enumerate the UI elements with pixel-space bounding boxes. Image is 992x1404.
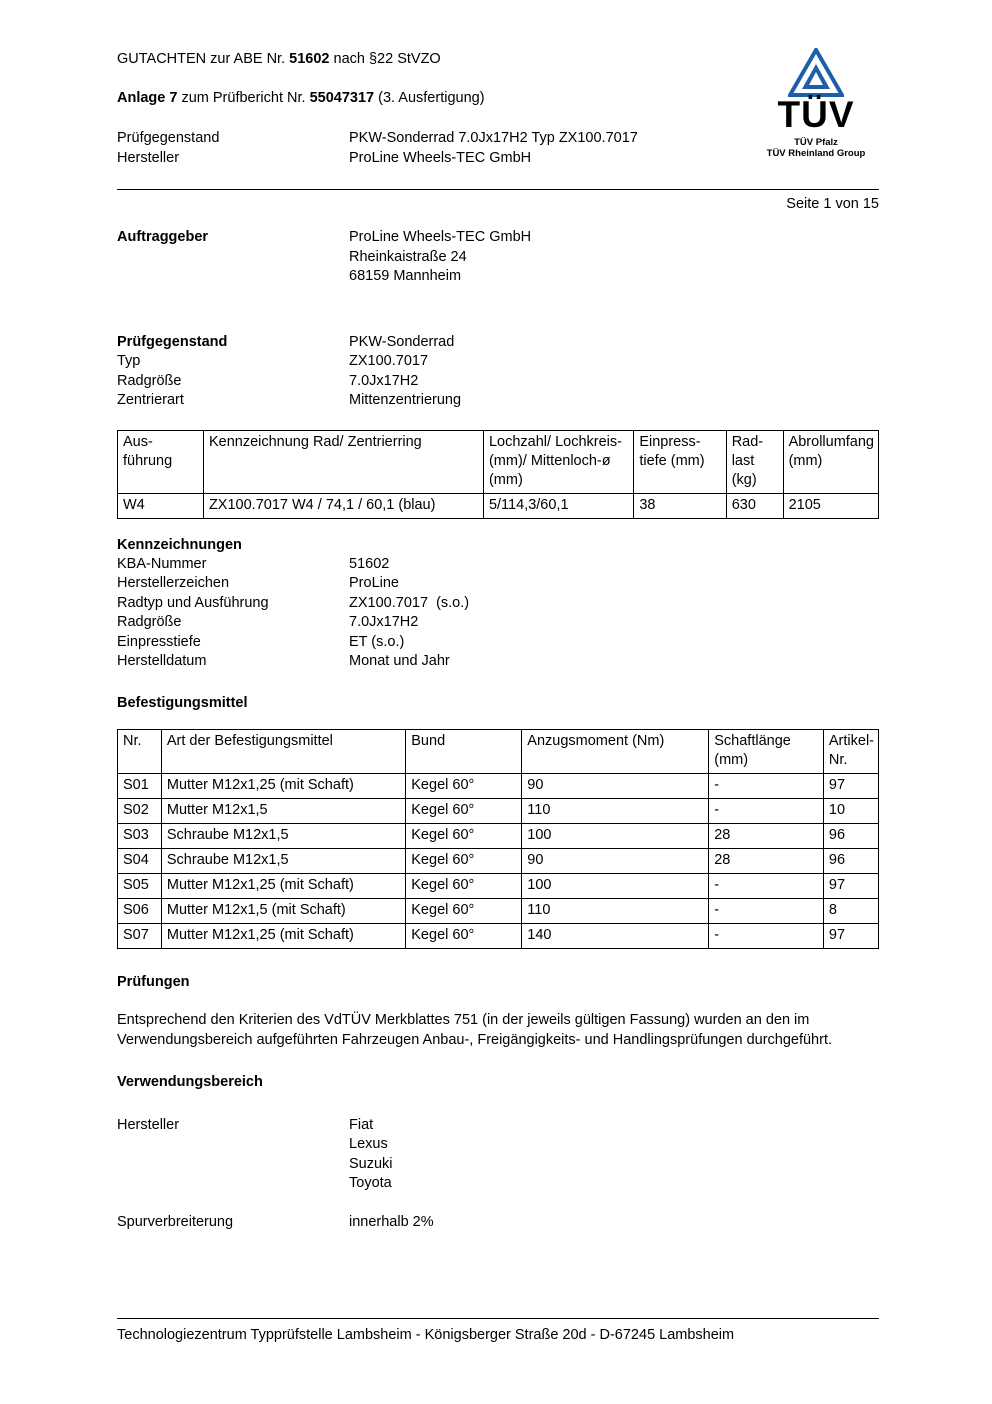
pruefgegenstand-row: [117, 372, 879, 392]
table-header-cell: Abrollumfang (mm): [783, 430, 878, 493]
table-header-row: [118, 430, 879, 493]
footer-address: Technologiezentrum Typprüfstelle Lambsheim - Königsberger Straße 20d - D-67245 Lambsheim: [117, 1327, 735, 1343]
typ-label: Typ: [117, 353, 141, 369]
herstelldatum-label: Herstelldatum: [117, 653, 207, 669]
table-cell: 90: [522, 773, 709, 798]
radgroesse-kenn-value: 7.0Jx17H2: [349, 614, 419, 630]
table-cell: 630: [726, 493, 783, 518]
auftraggeber-line: Rheinkaistraße 24: [349, 248, 467, 265]
table-cell: S07: [118, 923, 162, 948]
table-cell: 28: [709, 848, 824, 873]
table-cell: ZX100.7017 W4 / 74,1 / 60,1 (blau): [203, 493, 483, 518]
tuv-sub-line2: TÜV Rheinland Group: [766, 148, 866, 159]
kennzeichnungen-heading: Kennzeichnungen: [117, 536, 242, 553]
table-cell: 140: [522, 923, 709, 948]
abe-number: 51602: [289, 51, 330, 67]
table-row: [118, 898, 879, 923]
auftraggeber-line: 68159 Mannheim: [349, 268, 462, 284]
table-row: [118, 848, 879, 873]
zentrierart-label: Zentrierart: [117, 392, 184, 408]
list-item: Lexus: [349, 1136, 388, 1152]
header-hersteller-label: Hersteller: [117, 149, 180, 166]
verwendungsbereich-hersteller-label: Hersteller: [117, 1116, 180, 1133]
table-cell: S03: [118, 823, 162, 848]
einpresstiefe-value: ET (s.o.): [349, 633, 405, 650]
kennzeichnungen-block: [117, 555, 879, 672]
list-item: Toyota: [349, 1175, 392, 1191]
pruefgegenstand-value: PKW-Sonderrad: [349, 333, 455, 350]
auftraggeber-label: Auftraggeber: [117, 229, 209, 245]
table-cell: Kegel 60°: [406, 873, 522, 898]
header-pruefgegenstand-row: [117, 129, 879, 149]
tuv-sub-line1: TÜV Pfalz: [794, 137, 838, 148]
table-cell: 10: [823, 798, 878, 823]
title-prefix: GUTACHTEN zur ABE Nr.: [117, 51, 290, 67]
table-row: [118, 823, 879, 848]
radtyp-label: Radtyp und Ausführung: [117, 594, 269, 611]
table-cell: 110: [522, 898, 709, 923]
table-row: [118, 493, 879, 518]
herstellerzeichen-label: Herstellerzeichen: [117, 575, 230, 591]
table-header-cell: Art der Befestigungsmittel: [161, 729, 405, 773]
table-cell: Kegel 60°: [406, 773, 522, 798]
table-cell: -: [709, 898, 824, 923]
pruefgegenstand-row: [117, 391, 879, 411]
table-cell: Kegel 60°: [406, 798, 522, 823]
table-cell: 96: [823, 848, 878, 873]
table-cell: 2105: [783, 493, 878, 518]
table-cell: 110: [522, 798, 709, 823]
spurverbreiterung-label: Spurverbreiterung: [117, 1213, 234, 1230]
verwendungsbereich-heading: Verwendungsbereich: [117, 1073, 263, 1090]
befestigungsmittel-table: [117, 729, 879, 949]
header-hersteller-row: [117, 149, 879, 169]
table-header-cell: Einpress- tiefe (mm): [634, 430, 726, 493]
table-cell: 100: [522, 823, 709, 848]
verwendungsbereich-hersteller-list: [349, 1116, 879, 1194]
verwendungsbereich-hersteller-row: [117, 1116, 879, 1194]
table-cell: Kegel 60°: [406, 898, 522, 923]
kennzeichnungen-row: [117, 613, 879, 633]
table-header-cell: Schaftlänge (mm): [709, 729, 824, 773]
zentrierart-value: Mittenzentrierung: [349, 392, 462, 408]
pruefungen-heading: Prüfungen: [117, 973, 190, 990]
kennzeichnungen-row: [117, 574, 879, 594]
auftraggeber-line: ProLine Wheels-TEC GmbH: [349, 229, 532, 245]
spurverbreiterung-row: [117, 1213, 879, 1233]
header-pruefgegenstand-value: PKW-Sonderrad 7.0Jx17H2 Typ ZX100.7017: [349, 130, 638, 146]
kba-nummer-label: KBA-Nummer: [117, 555, 207, 572]
table-header-cell: Bund: [406, 729, 522, 773]
table-cell: 100: [522, 873, 709, 898]
table-cell: W4: [118, 493, 204, 518]
kba-nummer-value: 51602: [349, 555, 390, 572]
table-header-cell: Kennzeichnung Rad/ Zentrierring: [203, 430, 483, 493]
pruefgegenstand-label: Prüfgegenstand: [117, 333, 228, 350]
table-cell: S05: [118, 873, 162, 898]
auftraggeber-address: [349, 228, 879, 287]
table-cell: Kegel 60°: [406, 823, 522, 848]
table-cell: Mutter M12x1,25 (mit Schaft): [161, 773, 405, 798]
table-cell: S06: [118, 898, 162, 923]
table-cell: -: [709, 923, 824, 948]
table-header-cell: Aus- führung: [118, 430, 204, 493]
table-header-cell: Nr.: [118, 729, 162, 773]
pruefgegenstand-row: [117, 333, 879, 353]
anlage-label: Anlage 7: [117, 90, 178, 106]
table-cell: Kegel 60°: [406, 848, 522, 873]
header-pruefgegenstand-label: Prüfgegenstand: [117, 130, 220, 146]
table-cell: Kegel 60°: [406, 923, 522, 948]
table-cell: 8: [823, 898, 878, 923]
table-cell: 5/114,3/60,1: [483, 493, 633, 518]
kennzeichnungen-row: [117, 555, 879, 575]
table-cell: -: [709, 873, 824, 898]
table-cell: Mutter M12x1,25 (mit Schaft): [161, 923, 405, 948]
radtyp-value: ZX100.7017 (s.o.): [349, 594, 470, 611]
anlage-mid: zum Prüfbericht Nr.: [177, 90, 310, 106]
table-cell: 28: [709, 823, 824, 848]
table-cell: S02: [118, 798, 162, 823]
table-cell: 38: [634, 493, 726, 518]
table-row: [118, 773, 879, 798]
pruefbericht-number: 55047317: [309, 90, 375, 106]
typ-value: ZX100.7017: [349, 353, 429, 369]
radgroesse-kenn-label: Radgröße: [117, 614, 182, 630]
list-item: Suzuki: [349, 1155, 393, 1172]
table-header-cell: Artikel-Nr.: [823, 729, 878, 773]
anlage-suffix: (3. Ausfertigung): [374, 90, 485, 106]
table-cell: S01: [118, 773, 162, 798]
table-row: [118, 923, 879, 948]
table-header-cell: Lochzahl/ Lochkreis- (mm)/ Mittenloch-ø (mm): [483, 430, 633, 493]
pruefungen-text: Entsprechend den Kriterien des VdTÜV Merkblattes 751 (in der jeweils gültigen Fassung) wurden an den im Verwendungsbereich aufgeführten Fahrzeugen Anbau-, Freigängigkeits- und Handlingsprüfungen durchgeführt.: [117, 1011, 833, 1048]
anlage-line: [117, 89, 879, 108]
table-cell: Mutter M12x1,5: [161, 798, 405, 823]
radgroesse-label: Radgröße: [117, 372, 182, 389]
table-cell: S04: [118, 848, 162, 873]
pruefgegenstand-row: [117, 352, 879, 372]
tuv-wordmark: TÜV: [777, 94, 855, 135]
document-title: [117, 50, 879, 69]
table-header-cell: Rad- last (kg): [726, 430, 783, 493]
table-cell: 97: [823, 873, 878, 898]
kennzeichnungen-row: [117, 594, 879, 614]
table-cell: Schraube M12x1,5: [161, 823, 405, 848]
einpresstiefe-label: Einpresstiefe: [117, 633, 201, 650]
table-cell: Schraube M12x1,5: [161, 848, 405, 873]
auftraggeber-block: [117, 228, 879, 287]
document-content: [117, 50, 879, 1232]
list-item: Fiat: [349, 1116, 374, 1133]
table-cell: Mutter M12x1,25 (mit Schaft): [161, 873, 405, 898]
footer-divider: [117, 1318, 879, 1319]
kennzeichnungen-row: [117, 633, 879, 653]
title-suffix: nach §22 StVZO: [329, 51, 441, 67]
table-cell: 90: [522, 848, 709, 873]
pruefgegenstand-block: [117, 333, 879, 411]
kennzeichnungen-row: [117, 652, 879, 672]
table-cell: 97: [823, 923, 878, 948]
header-hersteller-value: ProLine Wheels-TEC GmbH: [349, 149, 532, 166]
table-cell: -: [709, 773, 824, 798]
table-cell: -: [709, 798, 824, 823]
table-row: [118, 798, 879, 823]
table-cell: 96: [823, 823, 878, 848]
table-cell: 97: [823, 773, 878, 798]
ausfuehrung-table: [117, 430, 879, 519]
radgroesse-value: 7.0Jx17H2: [349, 372, 419, 389]
spurverbreiterung-value: innerhalb 2%: [349, 1213, 434, 1230]
table-header-row: [118, 729, 879, 773]
page-number: Seite 1 von 15: [786, 196, 879, 212]
table-cell: Mutter M12x1,5 (mit Schaft): [161, 898, 405, 923]
herstellerzeichen-value: ProLine: [349, 575, 399, 591]
befestigungsmittel-heading: Befestigungsmittel: [117, 694, 248, 711]
table-header-cell: Anzugsmoment (Nm): [522, 729, 709, 773]
table-row: [118, 873, 879, 898]
herstelldatum-value: Monat und Jahr: [349, 653, 450, 669]
